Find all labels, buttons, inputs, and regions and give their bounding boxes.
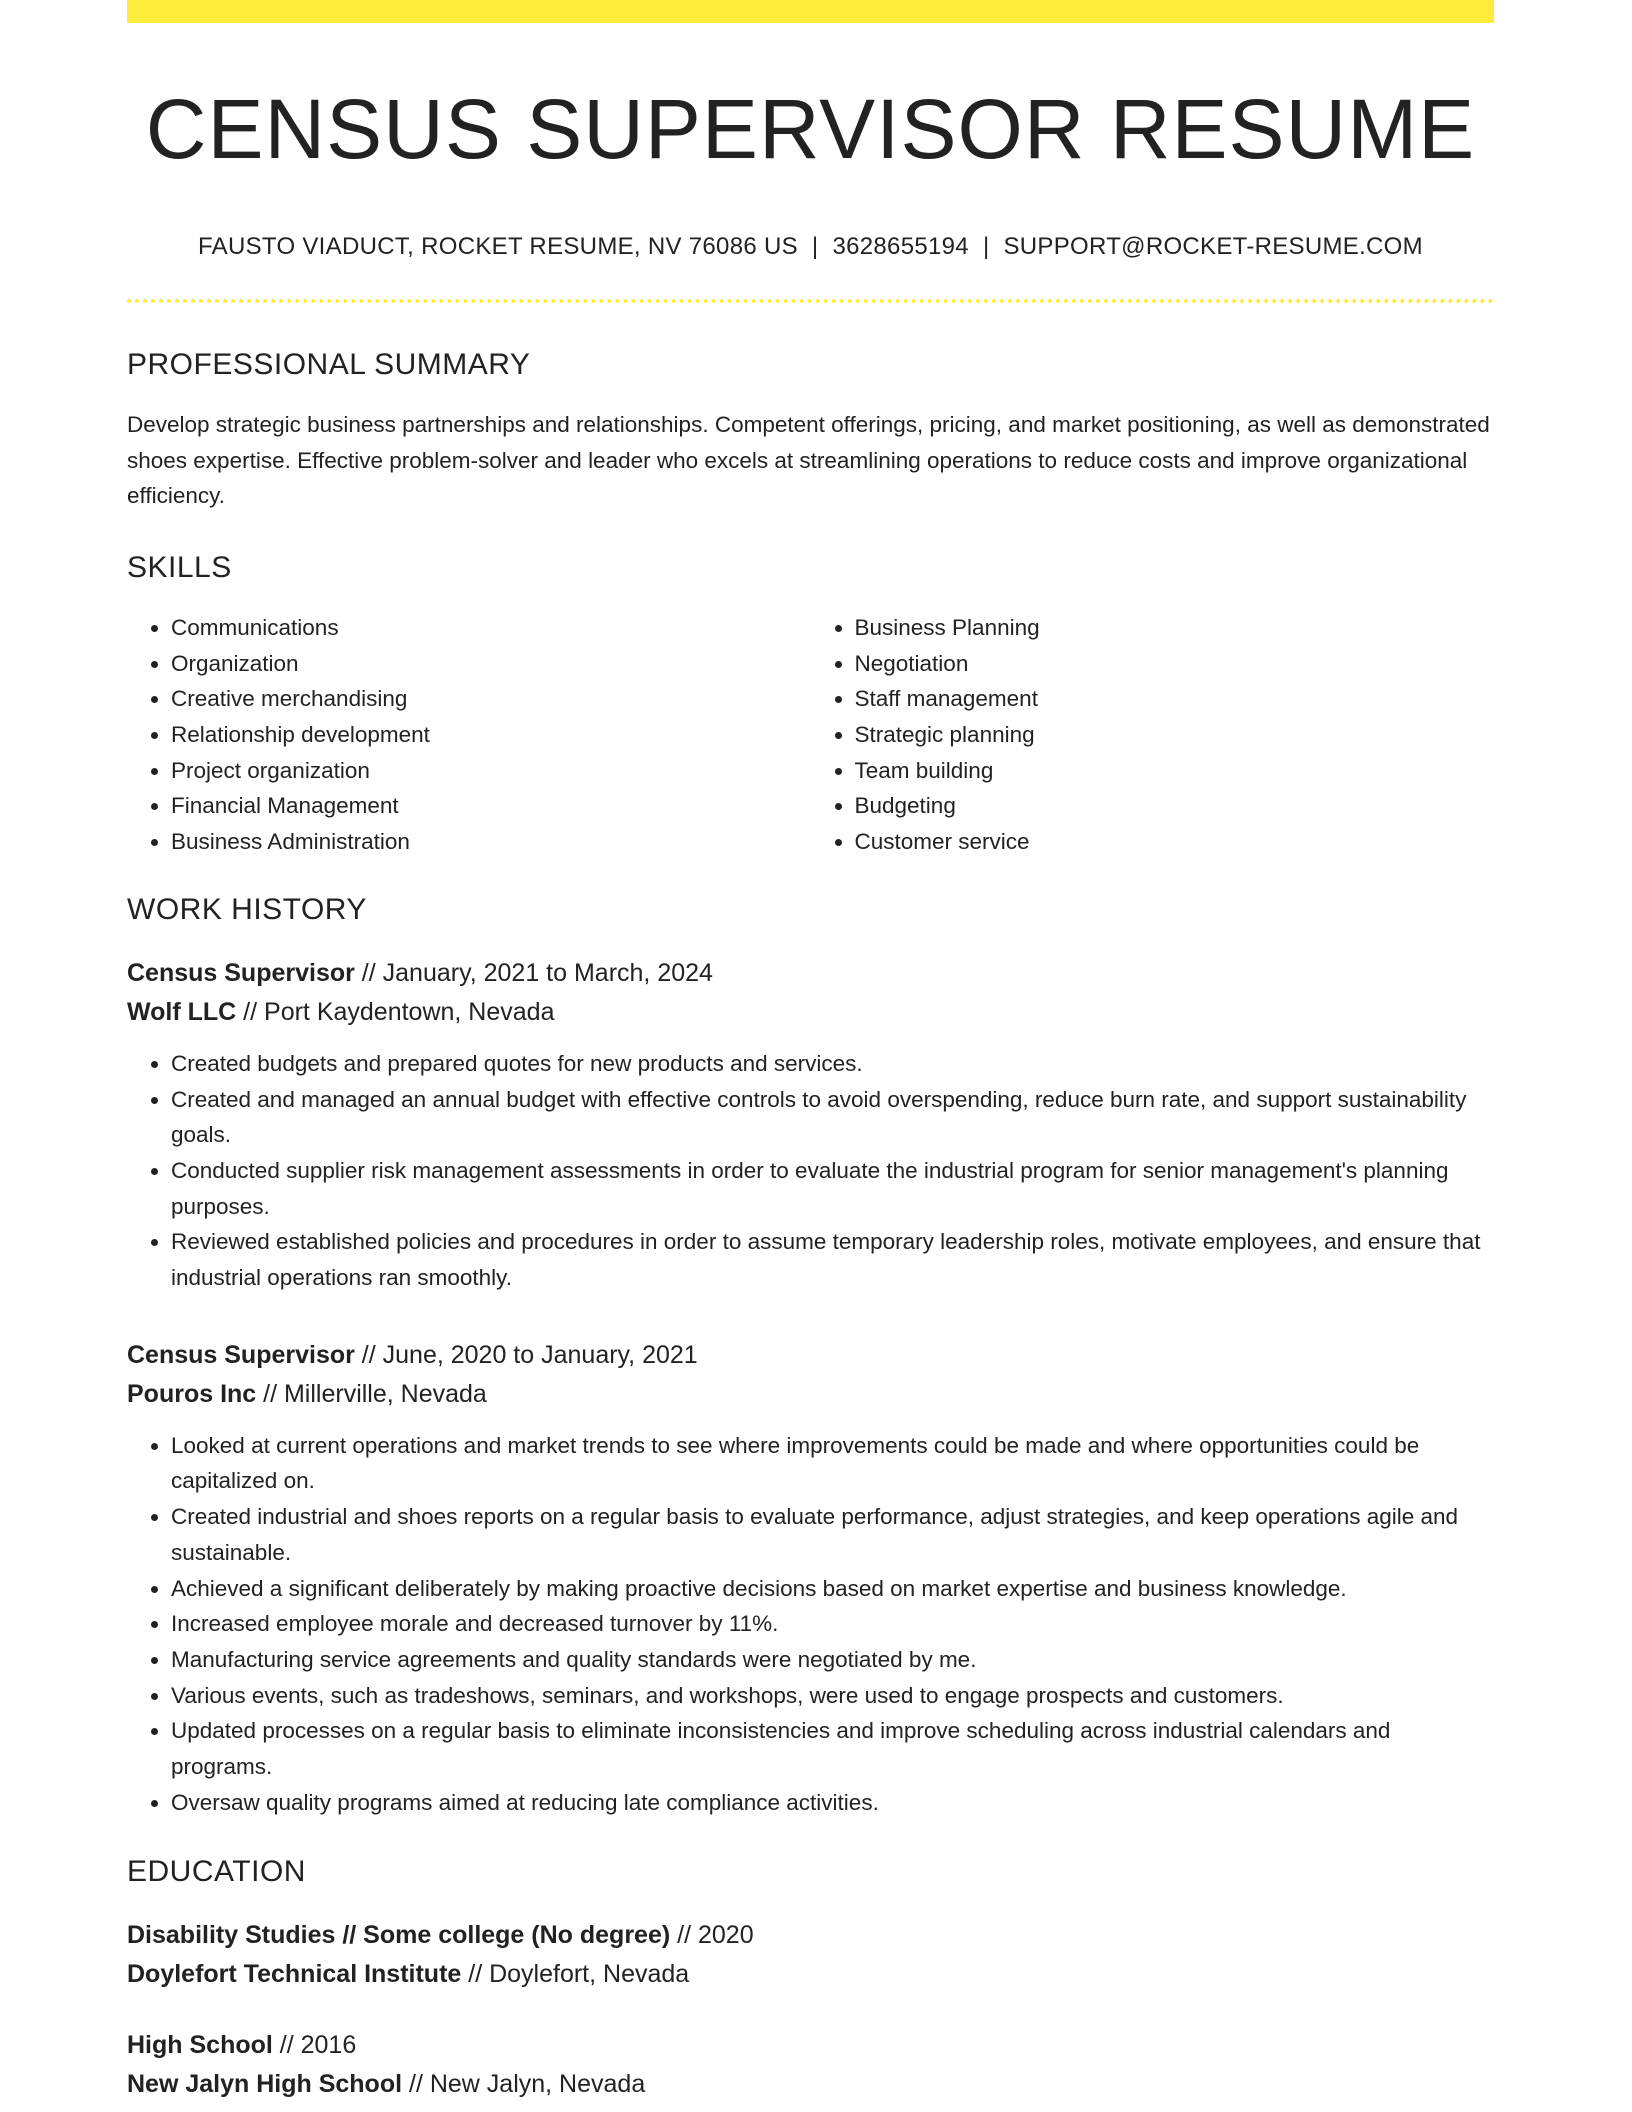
- education-year: // 2016: [272, 2031, 357, 2060]
- job-entry: [127, 1336, 1494, 1821]
- education-degree-row: [127, 1916, 1494, 1955]
- job-dates: // January, 2021 to March, 2024: [354, 958, 713, 987]
- education-degree: High School: [127, 2031, 273, 2060]
- job-bullet: • Increased employee morale and decreased turnover by 11%.: [171, 1606, 1494, 1642]
- education-year: // 2020: [670, 1921, 754, 1950]
- job-title-row: [127, 954, 1494, 993]
- work-history-heading: WORK HISTORY: [127, 892, 367, 926]
- job-bullet: • Created industrial and shoes reports on a regular basis to evaluate performance, adjust strategies, and keep operations agile and sustainable.: [171, 1499, 1494, 1570]
- job-entry: [127, 954, 1494, 1296]
- job-title-row: [127, 1336, 1494, 1375]
- job-company: Pouros Inc: [127, 1379, 257, 1408]
- skill-item: • Strategic planning: [855, 717, 1495, 753]
- contact-email: SUPPORT@ROCKET-RESUME.COM: [1003, 233, 1423, 261]
- job-bullet: • Created and managed an annual budget with effective controls to avoid overspending, reduce burn rate, and support sustainability goals.: [171, 1082, 1494, 1153]
- job-company: Wolf LLC: [127, 997, 237, 1026]
- skill-item: • Financial Management: [171, 788, 811, 824]
- education-location: // New Jalyn, Nevada: [402, 2070, 646, 2099]
- resume-content: [127, 0, 1494, 2104]
- education-entry: [127, 1916, 1494, 1994]
- skill-item: • Team building: [855, 753, 1495, 789]
- job-bullet: • Reviewed established policies and procedures in order to assume temporary leadership roles, motivate employees, and ensure that industrial operations ran smoothly.: [171, 1224, 1494, 1295]
- job-bullet: • Updated processes on a regular basis to eliminate inconsistencies and improve scheduling across industrial calendars and programs.: [171, 1713, 1494, 1784]
- skill-item: • Business Planning: [855, 610, 1495, 646]
- education-section: [127, 1854, 1494, 2104]
- job-bullets: [127, 1428, 1494, 1821]
- summary-section: [127, 347, 1494, 514]
- job-dates: // June, 2020 to January, 2021: [354, 1340, 698, 1369]
- education-degree: Disability Studies // Some college (No degree): [127, 1921, 671, 1950]
- skill-item: • Negotiation: [855, 646, 1495, 682]
- contact-separator: |: [982, 233, 990, 261]
- skill-item: • Business Administration: [171, 824, 811, 860]
- work-history-section: [127, 892, 1494, 1821]
- skill-item: • Creative merchandising: [171, 681, 811, 717]
- education-school-row: [127, 2065, 1494, 2104]
- education-heading: EDUCATION: [127, 1855, 306, 1889]
- skill-item: • Organization: [171, 646, 811, 682]
- job-location: // Millerville, Nevada: [256, 1379, 487, 1408]
- skill-item: • Budgeting: [855, 788, 1495, 824]
- summary-heading: PROFESSIONAL SUMMARY: [127, 348, 531, 382]
- skill-item: • Project organization: [171, 753, 811, 789]
- education-entry: [127, 2026, 1494, 2104]
- job-company-row: [127, 993, 1494, 1032]
- skills-columns: [127, 610, 1494, 860]
- skills-section: [127, 550, 1494, 860]
- skill-item: • Relationship development: [171, 717, 811, 753]
- skill-item: • Communications: [171, 610, 811, 646]
- skills-list-left: [127, 610, 811, 860]
- accent-bar: [127, 0, 1494, 23]
- job-location: // Port Kaydentown, Nevada: [236, 997, 555, 1026]
- education-school: New Jalyn High School: [127, 2070, 403, 2099]
- job-bullet: • Conducted supplier risk management assessments in order to evaluate the industrial program for senior management's planning purposes.: [171, 1153, 1494, 1224]
- skills-list-right: [811, 610, 1495, 860]
- skills-heading: SKILLS: [127, 550, 232, 584]
- contact-address: FAUSTO VIADUCT, ROCKET RESUME, NV 76086 US: [198, 233, 798, 261]
- job-bullet: • Oversaw quality programs aimed at reducing late compliance activities.: [171, 1785, 1494, 1821]
- job-bullet: • Looked at current operations and market trends to see where improvements could be made and where opportunities could be capitalized on.: [171, 1428, 1494, 1499]
- dotted-divider: [127, 299, 1494, 303]
- contact-phone: 3628655194: [832, 233, 969, 261]
- education-degree-row: [127, 2026, 1494, 2065]
- job-company-row: [127, 1375, 1494, 1414]
- skill-item: • Staff management: [855, 681, 1495, 717]
- job-bullet: • Manufacturing service agreements and quality standards were negotiated by me.: [171, 1642, 1494, 1678]
- resume-title: CENSUS SUPERVISOR RESUME: [145, 82, 1476, 176]
- education-school: Doylefort Technical Institute: [127, 1960, 462, 1989]
- contact-separator: |: [811, 233, 819, 261]
- summary-text: Develop strategic business partnerships and relationships. Competent offerings, pricing, and market positioning, as well as demonstrated shoes expertise. Effective problem-solver and leader who excels at streamlining operations to reduce costs and improve organizational efficiency.: [127, 412, 1490, 509]
- skill-item: • Customer service: [855, 824, 1495, 860]
- contact-line: [127, 233, 1494, 261]
- job-title: Census Supervisor: [127, 958, 355, 987]
- education-location: // Doylefort, Nevada: [461, 1960, 690, 1989]
- job-bullet: • Various events, such as tradeshows, seminars, and workshops, were used to engage prospects and customers.: [171, 1678, 1494, 1714]
- education-school-row: [127, 1955, 1494, 1994]
- job-bullet: • Achieved a significant deliberately by making proactive decisions based on market expertise and business knowledge.: [171, 1571, 1494, 1607]
- job-bullet: • Created budgets and prepared quotes for new products and services.: [171, 1046, 1494, 1082]
- job-bullets: [127, 1046, 1494, 1296]
- job-title: Census Supervisor: [127, 1340, 355, 1369]
